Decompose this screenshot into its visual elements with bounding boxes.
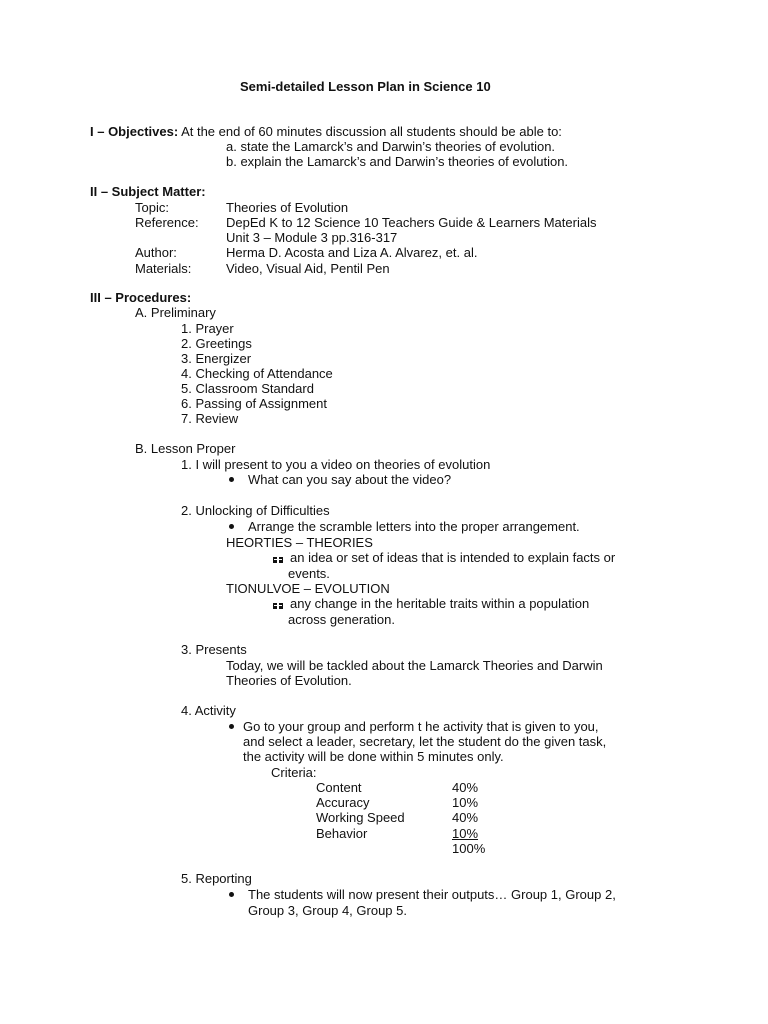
preliminary-item: 6. Passing of Assignment: [181, 396, 327, 411]
wingding-arrow-icon: [273, 556, 284, 564]
preliminary-item: 5. Classroom Standard: [181, 381, 314, 396]
bullet-icon: [229, 524, 234, 529]
criteria-total: 100%: [452, 841, 486, 856]
definition-1-cont: events.: [288, 566, 330, 581]
subject-matter-heading: II – Subject Matter:: [90, 184, 206, 199]
criteria-value: 40%: [452, 780, 479, 795]
step-2-bullet: Arrange the scramble letters into the proper arrangement.: [248, 519, 580, 534]
criteria-value: 10%: [452, 795, 479, 810]
step-1-bullet: What can you say about the video?: [248, 472, 452, 487]
author-label: Author:: [135, 245, 177, 260]
step-5: 5. Reporting: [181, 871, 252, 886]
definition-1: an idea or set of ideas that is intended to explain facts or: [290, 550, 616, 565]
author-value: Herma D. Acosta and Liza A. Alvarez, et. al.: [226, 245, 478, 260]
document-title: Semi-detailed Lesson Plan in Science 10: [240, 79, 491, 94]
preliminary-item: 4. Checking of Attendance: [181, 366, 333, 381]
step-1: 1. I will present to you a video on theories of evolution: [181, 457, 491, 472]
step-3: 3. Presents: [181, 642, 247, 657]
procedures-heading: III – Procedures:: [90, 290, 192, 305]
bullet-icon: [229, 477, 234, 482]
criteria-label: Criteria:: [271, 765, 317, 780]
materials-value: Video, Visual Aid, Pentil Pen: [226, 261, 390, 276]
lesson-proper-label: B. Lesson Proper: [135, 441, 236, 456]
objectives-intro: At the end of 60 minutes discussion all students should be able to:: [181, 124, 562, 139]
scramble-word-2: TIONULVOE – EVOLUTION: [226, 581, 390, 596]
materials-label: Materials:: [135, 261, 192, 276]
objective-b: b. explain the Lamarck’s and Darwin’s theories of evolution.: [226, 154, 569, 169]
definition-2-cont: across generation.: [288, 612, 395, 627]
scramble-word-1: HEORTIES – THEORIES: [226, 535, 373, 550]
criteria-name: Working Speed: [316, 810, 405, 825]
reference-value-cont: Unit 3 – Module 3 pp.316-317: [226, 230, 398, 245]
preliminary-item: 7. Review: [181, 411, 239, 426]
wingding-arrow-icon: [273, 602, 284, 610]
step-4-text-cont: and select a leader, secretary, let the student do the given task,: [243, 734, 607, 749]
preliminary-item: 3. Energizer: [181, 351, 252, 366]
criteria-value: 40%: [452, 810, 479, 825]
objectives-line: [90, 124, 562, 140]
step-4-text: Go to your group and perform t he activity that is given to you,: [243, 719, 599, 734]
preliminary-item: 1. Prayer: [181, 321, 234, 336]
bullet-icon: [229, 892, 234, 897]
step-3-text-cont: Theories of Evolution.: [226, 673, 352, 688]
step-4: 4. Activity: [181, 703, 236, 718]
criteria-name: Content: [316, 780, 362, 795]
criteria-name: Behavior: [316, 826, 368, 841]
objectives-heading: I – Objectives:: [90, 124, 179, 139]
topic-label: Topic:: [135, 200, 169, 215]
criteria-name: Accuracy: [316, 795, 370, 810]
definition-2: any change in the heritable traits within a population: [290, 596, 590, 611]
criteria-value: 10%: [452, 826, 479, 841]
reference-value: DepEd K to 12 Science 10 Teachers Guide & Learners Materials: [226, 215, 597, 230]
step-3-text: Today, we will be tackled about the Lamarck Theories and Darwin: [226, 658, 603, 673]
objective-a: a. state the Lamarck’s and Darwin’s theories of evolution.: [226, 139, 556, 154]
step-5-text: The students will now present their outputs… Group 1, Group 2,: [248, 887, 616, 902]
topic-value: Theories of Evolution: [226, 200, 349, 215]
preliminary-label: A. Preliminary: [135, 305, 216, 320]
step-4-text-cont: the activity will be done within 5 minutes only.: [243, 749, 504, 764]
preliminary-item: 2. Greetings: [181, 336, 252, 351]
bullet-icon: [229, 724, 234, 729]
step-5-text-cont: Group 3, Group 4, Group 5.: [248, 903, 407, 918]
reference-label: Reference:: [135, 215, 199, 230]
step-2: 2. Unlocking of Difficulties: [181, 503, 330, 518]
